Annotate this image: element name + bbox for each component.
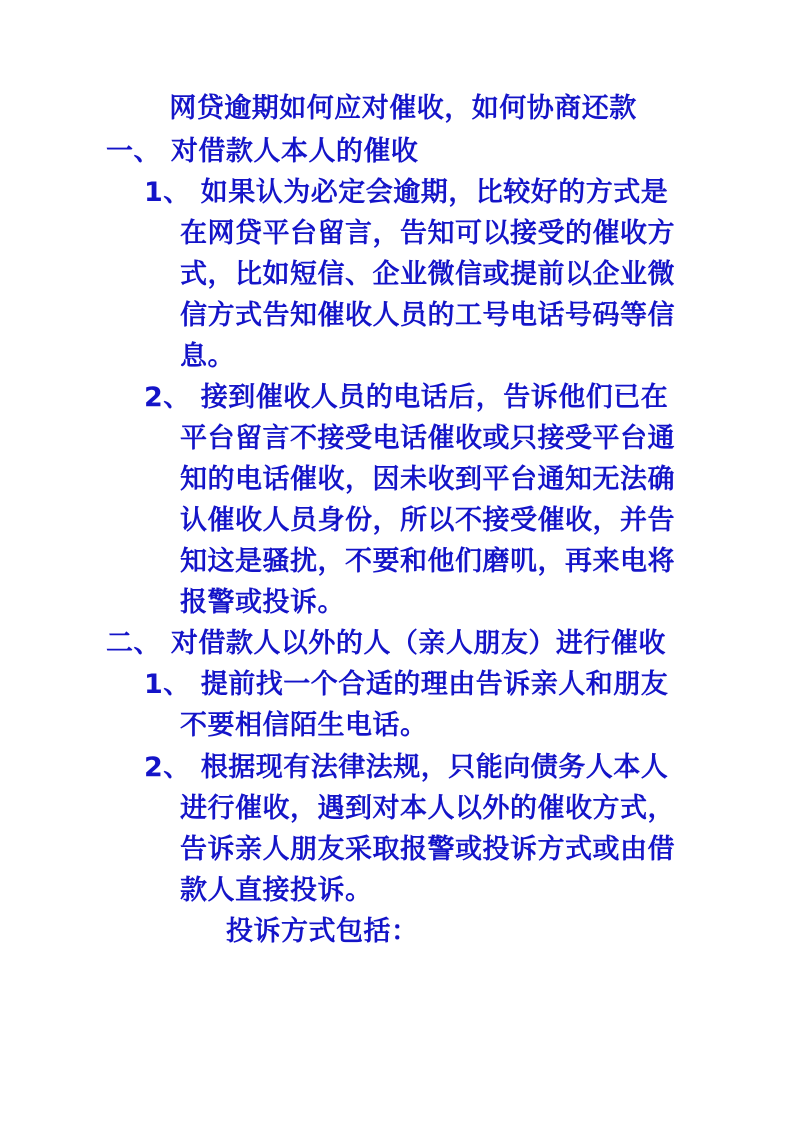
item-text: 如果认为必定会逾期，比较好的方式是在网贷平台留言，告知可以接受的催收方式，比如短信、企业微信或提前以企业微信方式告知催收人员的工号电话号码等信息。 (180, 177, 675, 373)
section-heading-1 (106, 131, 694, 172)
section-marker: 一、 (106, 136, 161, 168)
item-text: 提前找一个合适的理由告诉亲人和朋友不要相信陌生电话。 (180, 669, 669, 742)
list-item (106, 747, 694, 911)
item-text: 接到催收人员的电话后，告诉他们已在平台留言不接受电话催收或只接受平台通知的电话催收，因未收到平台通知无法确认催收人员身份，所以不接受催收，并告知这是骚扰，不要和他们磨叽，再来电将报警或投诉。 (180, 382, 675, 619)
item-text: 根据现有法律法规，只能向债务人本人进行催收，遇到对本人以外的催收方式，告诉亲人朋友采取报警或投诉方式或由借款人直接投诉。 (180, 751, 675, 906)
section-heading-text: 对借款人本人的催收 (170, 136, 419, 168)
item-marker: 1、 (144, 177, 191, 209)
list-item (106, 172, 694, 377)
item-marker: 2、 (144, 382, 191, 414)
section-heading-text: 对借款人以外的人（亲人朋友）进行催收 (170, 628, 666, 660)
closing-text: 投诉方式包括： (226, 915, 419, 947)
item-marker: 2、 (144, 751, 191, 783)
list-item (106, 377, 694, 623)
item-marker: 1、 (144, 669, 191, 701)
section-marker: 二、 (106, 628, 161, 660)
page-title: 网贷逾期如何应对催收，如何协商还款 (169, 93, 637, 124)
list-item (106, 664, 694, 746)
section-heading-2 (106, 623, 694, 664)
